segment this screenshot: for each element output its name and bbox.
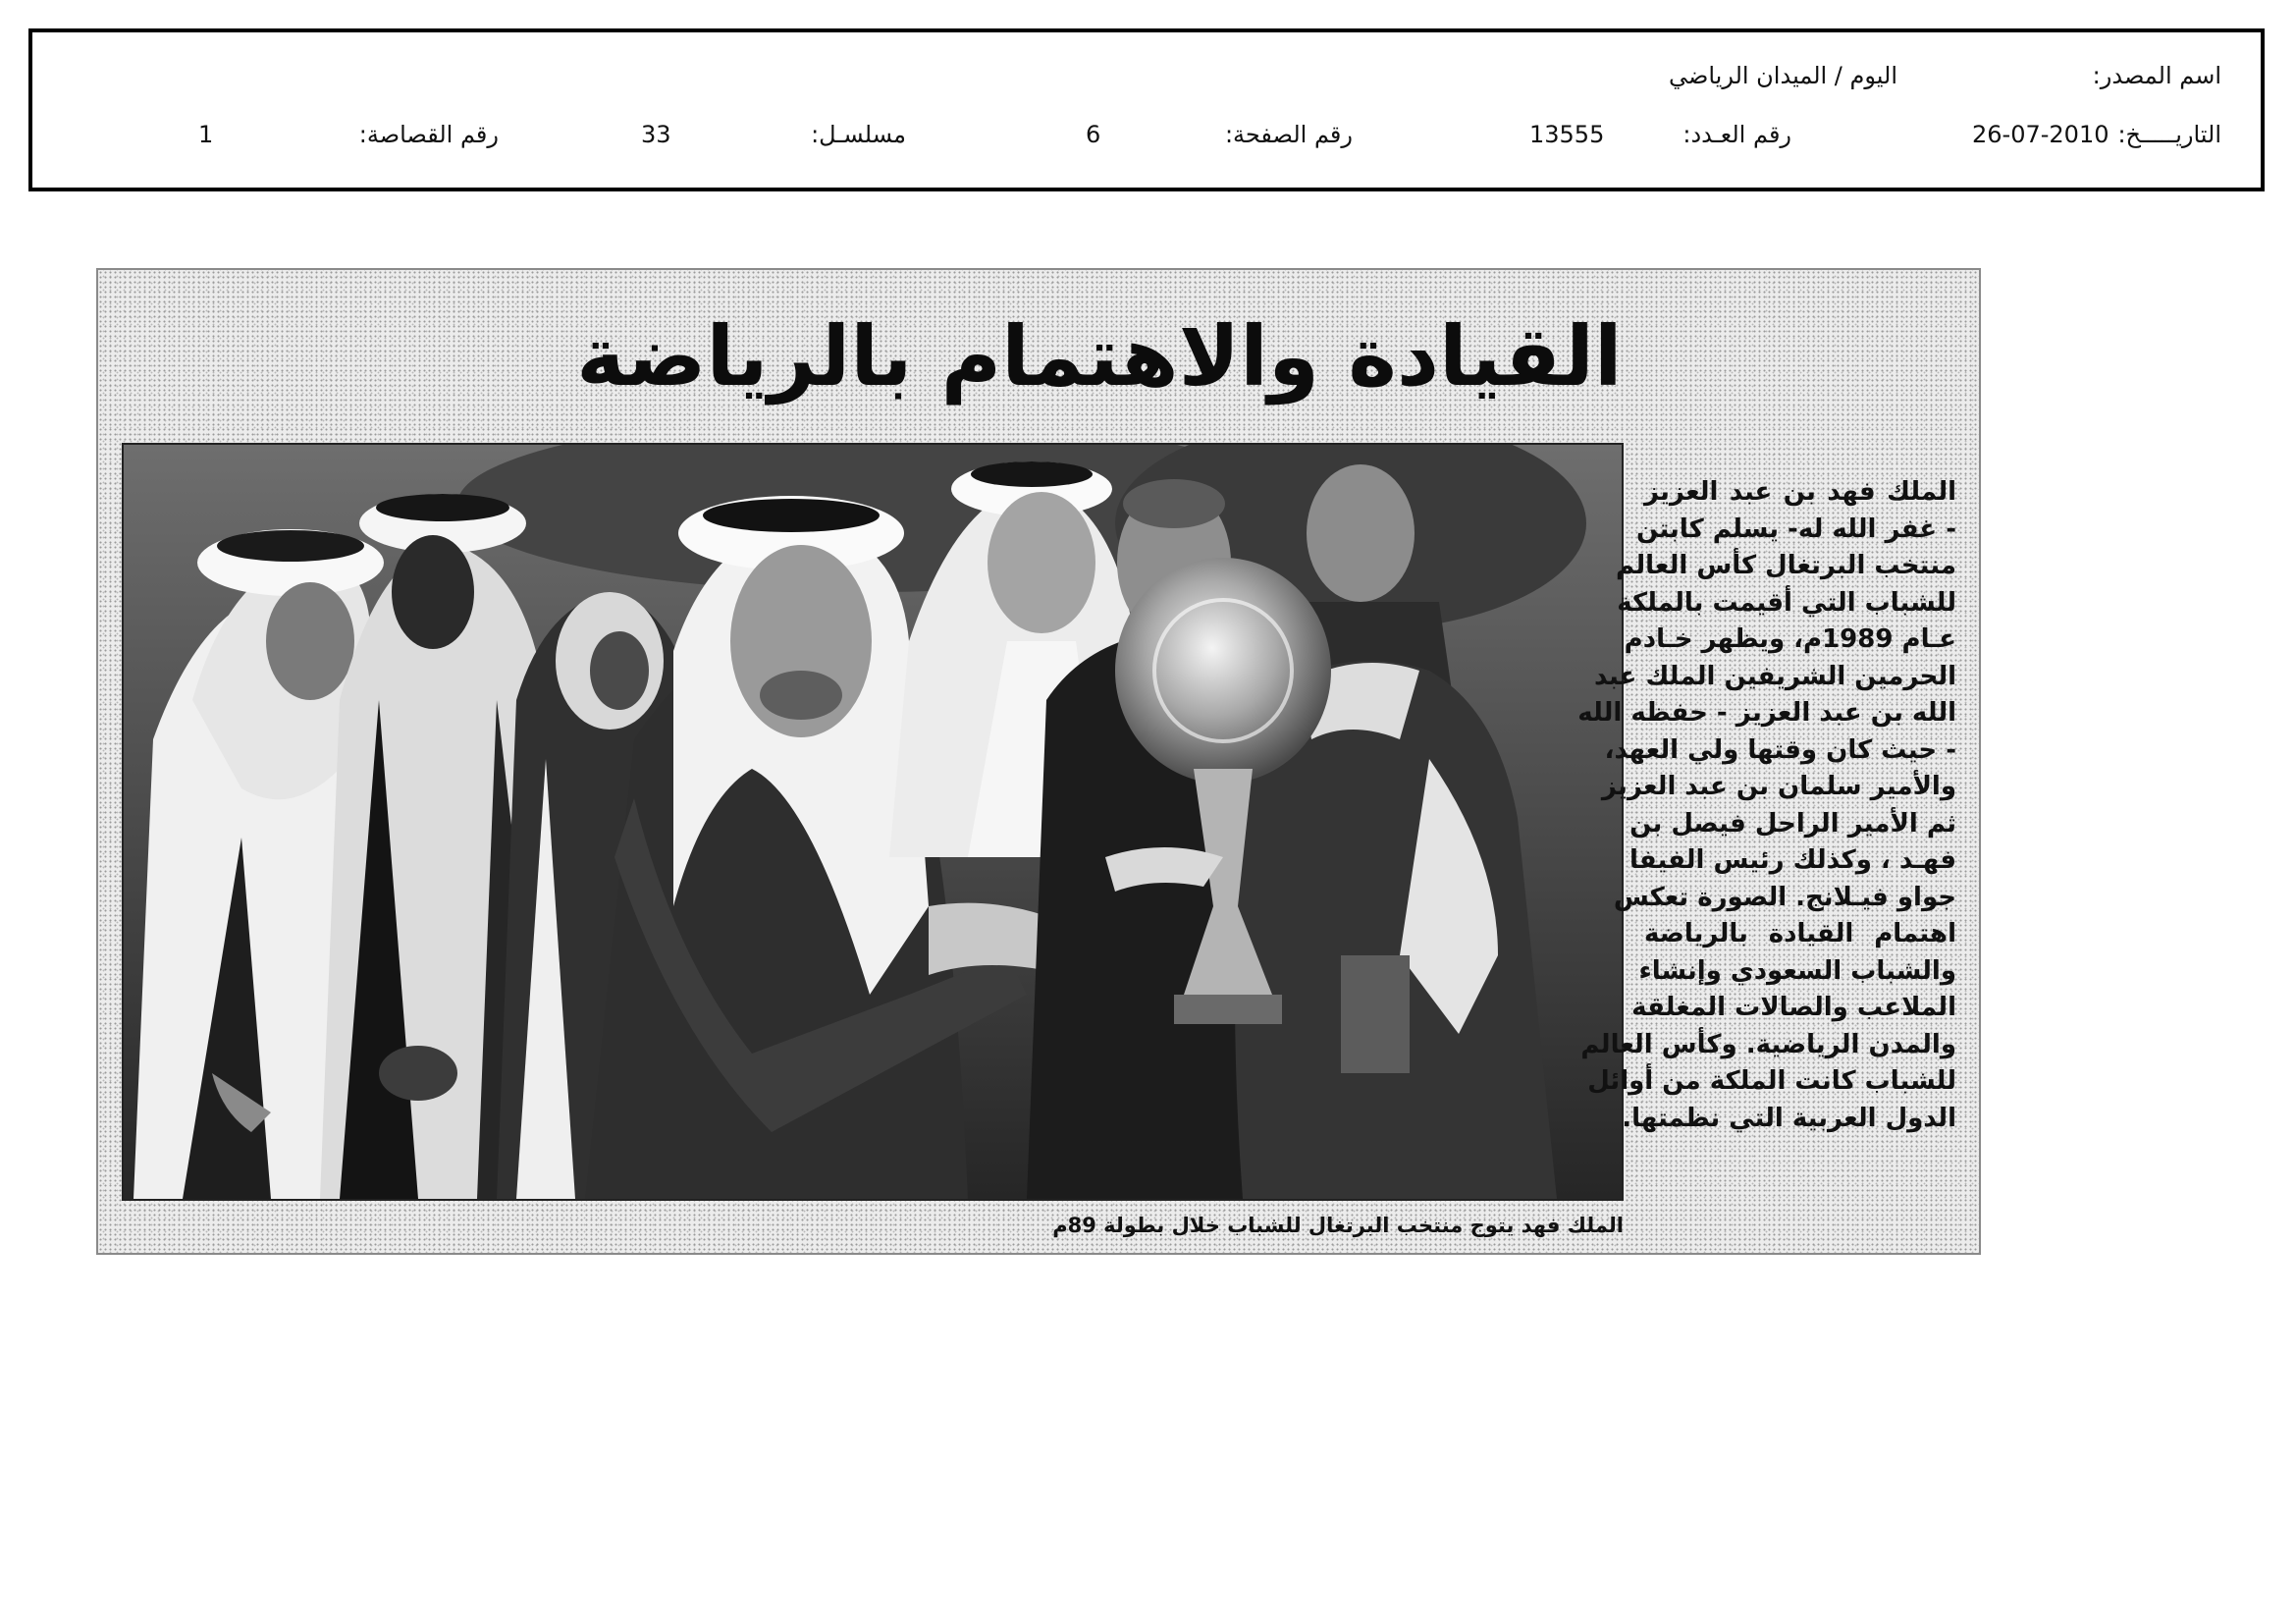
photo-caption: الملك فهد يتوج منتخب البرتغال للشباب خلال بطولة 89م bbox=[1052, 1214, 1624, 1237]
article-body-line: منتخب البرتغال كأس العالم bbox=[1616, 551, 1956, 580]
date-label: التاريـــــخ: bbox=[2117, 121, 2221, 148]
article-body-line: والشباب السعودي وإنشاء bbox=[1638, 955, 1956, 986]
newspaper-clipping bbox=[96, 268, 1981, 1255]
source-value: اليوم / الميدان الرياضي bbox=[1668, 62, 1897, 89]
article-body-line: الدول العربية التي نظمتها. bbox=[1622, 1103, 1956, 1133]
source-label: اسم المصدر: bbox=[2092, 62, 2221, 89]
article-body-line: والأمير سلمان بن عبد العزيز bbox=[1601, 772, 1956, 801]
clipping-value: 1 bbox=[198, 121, 214, 148]
issue-value: 13555 bbox=[1529, 121, 1605, 148]
article-photo bbox=[122, 443, 1624, 1201]
serial-label: مسلسـل: bbox=[811, 121, 906, 148]
article-body-line: جواو فيـلانج. الصورة تعكس bbox=[1613, 882, 1956, 912]
article-body-line: للشباب كانت الملكة من أوائل bbox=[1587, 1066, 1956, 1096]
article-body-line: اهتمام القيادة بالرياضة bbox=[1644, 919, 1956, 948]
article-body-line: - غفر الله له- يسلم كابتن bbox=[1636, 514, 1956, 544]
page-value: 6 bbox=[1086, 121, 1101, 148]
article-body-line: للشباب التي أقيمت بالملكة bbox=[1617, 587, 1956, 618]
article-body-line: والمدن الرياضية. وكأس العالم bbox=[1580, 1029, 1956, 1059]
article-body bbox=[1577, 474, 1956, 1220]
article-body-line: عـام 1989م، ويظهر خـادم bbox=[1624, 624, 1956, 654]
article-headline: القيادة والاهتمام بالرياضة bbox=[576, 308, 1623, 405]
article-body-line: الحرمين الشريفين الملك عبد bbox=[1594, 661, 1956, 691]
article-body-line: فهـد ، وكذلك رئيس الفيفا bbox=[1629, 845, 1956, 875]
metadata-header-box bbox=[28, 28, 2265, 191]
article-body-line: الملك فهد بن عبد العزيز bbox=[1644, 477, 1956, 507]
issue-label: رقم العـدد: bbox=[1682, 121, 1791, 148]
article-body-line: الله بن عبد العزيز - حفظه الله bbox=[1577, 698, 1956, 728]
clipping-label: رقم القصاصة: bbox=[358, 121, 499, 148]
article-body-line: - حيث كان وقتها ولي العهد، bbox=[1604, 734, 1956, 765]
article-body-line: ثم الأمير الراحل فيصل بن bbox=[1629, 808, 1956, 839]
page-label: رقم الصفحة: bbox=[1224, 121, 1353, 148]
article-body-line: الملاعب والصالات المغلقة bbox=[1631, 993, 1956, 1022]
serial-value: 33 bbox=[641, 121, 671, 148]
date-value: 26-07-2010 bbox=[1972, 121, 2109, 148]
